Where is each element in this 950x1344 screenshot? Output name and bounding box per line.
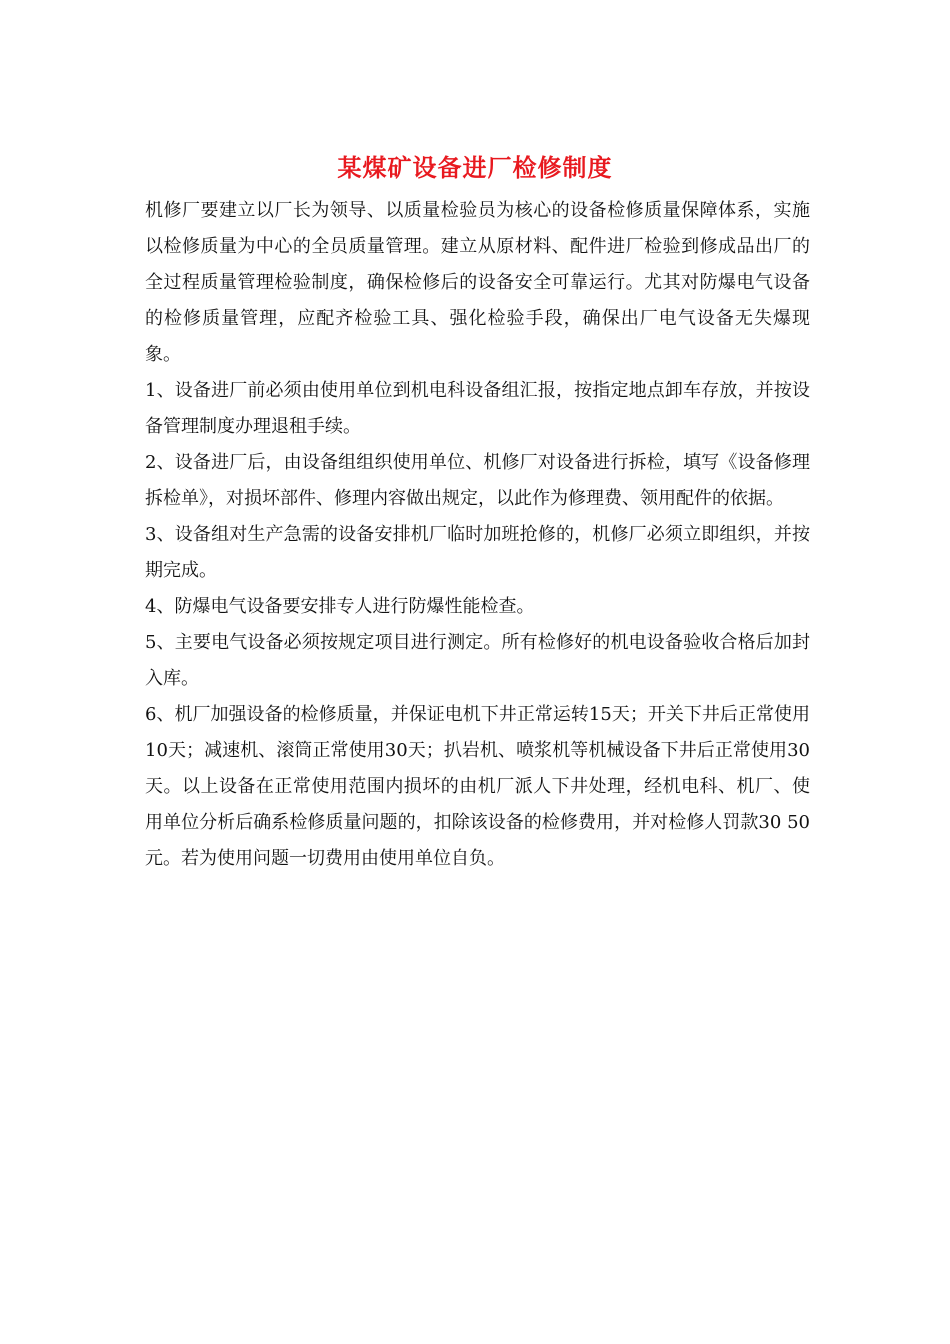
list-item: 6、机厂加强设备的检修质量，并保证电机下井正常运转15天；开关下井后正常使用10天；减速机、滚筒正常使用30天；扒岩机、喷浆机等机械设备下井后正常使用30天。以上设备在正常使用范围内损坏的由机厂派人下井处理，经机电科、机厂、使用单位分析后确系检修质量问题的，扣除该设备的检修费用，并对检修人罚款30 50元。若为使用问题一切费用由使用单位自负。 (145, 704, 810, 869)
intro-paragraph: 机修厂要建立以厂长为领导、以质量检验员为核心的设备检修质量保障体系，实施以检修质量为中心的全员质量管理。建立从原材料、配件进厂检验到修成品出厂的全过程质量管理检验制度，确保检修后的设备安全可靠运行。尤其对防爆电气设备的检修质量管理，应配齐检验工具、强化检验手段，确保出厂电气设备无失爆现象。 (145, 200, 810, 365)
list-item: 4、防爆电气设备要安排专人进行防爆性能检查。 (145, 596, 535, 617)
document-body (145, 193, 810, 877)
list-item: 2、设备进厂后，由设备组组织使用单位、机修厂对设备进行拆检，填写《设备修理拆检单》，对损坏部件、修理内容做出规定，以此作为修理费、领用配件的依据。 (145, 452, 810, 509)
list-item: 1、设备进厂前必须由使用单位到机电科设备组汇报，按指定地点卸车存放，并按设备管理制度办理退租手续。 (145, 380, 810, 437)
list-item: 5、主要电气设备必须按规定项目进行测定。所有检修好的机电设备验收合格后加封入库。 (145, 632, 810, 689)
document-title: 某煤矿设备进厂检修制度 (337, 153, 613, 182)
list-item: 3、设备组对生产急需的设备安排机厂临时加班抢修的，机修厂必须立即组织，并按期完成。 (145, 524, 810, 581)
